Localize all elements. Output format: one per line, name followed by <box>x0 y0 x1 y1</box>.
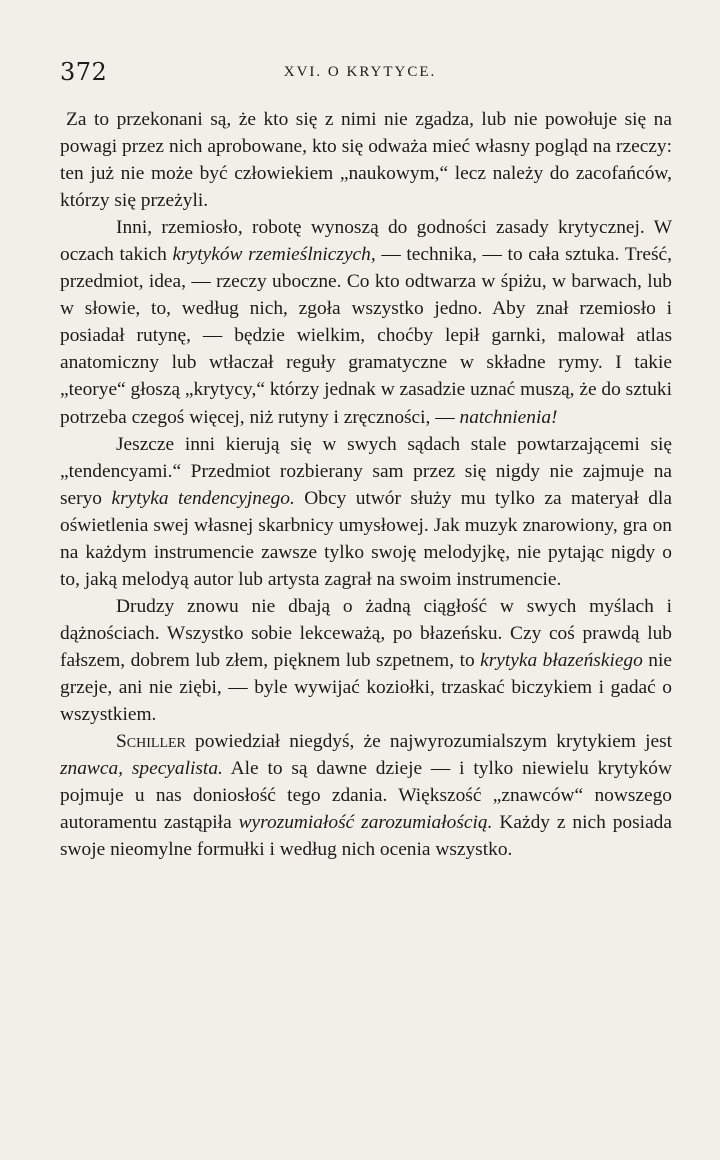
text-segment: nie grzeje, ani nie ziębi, — byle wywijać koziołki, trzaskać biczykiem i gadać o wszystkiem. <box>60 649 672 726</box>
text-segment: Jeszcze inni kierują się w swych sądach stale powtarzającemi się „tendencyami.“ Przedmiot rozbierany sam przez się nigdy nie zajmuje na seryo <box>60 433 672 509</box>
italic-term: krytyka błazeńskiego <box>480 649 643 671</box>
text-segment: Każdy z nich posiada swoje nieomylne formułki i według nich ocenia wszystko. <box>60 812 672 861</box>
paragraph-text: Za to przekonani są, że kto się z nimi nie zgadza, lub nie powołuje się na powagi przez nich aprobowane, kto się odważa mieć własny pogląd na rzeczy: ten już nie może być człowiekiem „naukowym,“ lecz należy do zacofańców, którzy się przeżyli. <box>60 109 672 212</box>
italic-term: natchnienia! <box>459 406 558 428</box>
paragraph <box>60 431 672 593</box>
italic-term: znawca, specyalista. <box>60 758 223 780</box>
italic-term: wyrozumiałość zarozumiałością. <box>238 812 493 834</box>
page-number: 372 <box>60 58 108 86</box>
page-header <box>60 58 660 94</box>
paragraph <box>60 214 672 430</box>
text-segment: Obcy utwór służy mu tylko za materyał dla oświetlenia swej własnej skarbnicy umysłowej. Jak muzyk znarowiony, gra on na każdym instrumencie zawsze tylko swoję melodyjkę, nie pytając nigdy o to, jaką melodyą autor lub artysta zagrał na swoim instrumencie. <box>60 487 672 590</box>
italic-term: krytyków rzemieślniczych, <box>172 244 376 266</box>
text-segment: powiedział niegdyś, że najwyrozumialszym krytykiem jest <box>185 731 672 753</box>
running-head: XVI. O KRYTYCE. <box>283 64 437 80</box>
text-segment: — technika, — to cała sztuka. Treść, przedmiot, idea, — rzeczy uboczne. Co kto odtwarza w śpiżu, w barwach, lub w słowie, to, według nich, zgoła wszystko jedno. Aby znał rzemiosło i posiadał rutynę, — będzie wielkim, choćby lepił garnki, malował atlas anatomiczny lub wtłaczał reguły gramatyczne w składne rymy. I takie „teorye“ głoszą „krytycy,“ którzy jednak w zasadzie uznać muszą, że do sztuki potrzeba czegoś więcej, niż rutyny i zręczności, — <box>60 244 673 428</box>
text-segment: Ale to są dawne dzieje — i tylko niewielu krytyków pojmuje u nas doniosłość tego zdania. Większość „znawców“ nowszego autoramentu zastąpiła <box>60 758 672 834</box>
paragraph <box>60 593 672 728</box>
paragraph <box>60 106 672 214</box>
text-segment: Drudzy znowu nie dbają o żadną ciągłość w swych myślach i dążnościach. Wszystko sobie lekceważą, po błazeńsku. Czy coś prawdą lub fałszem, dobrem lub złem, pięknem lub szpetnem, to <box>60 595 672 671</box>
body-text <box>60 106 672 863</box>
author-name: Schiller <box>116 731 186 753</box>
text-segment: Inni, rzemiosło, robotę wynoszą do godności zasady krytycznej. W oczach takich <box>60 217 672 266</box>
italic-term: krytyka tendencyjnego. <box>111 487 295 509</box>
paragraph <box>60 728 672 863</box>
